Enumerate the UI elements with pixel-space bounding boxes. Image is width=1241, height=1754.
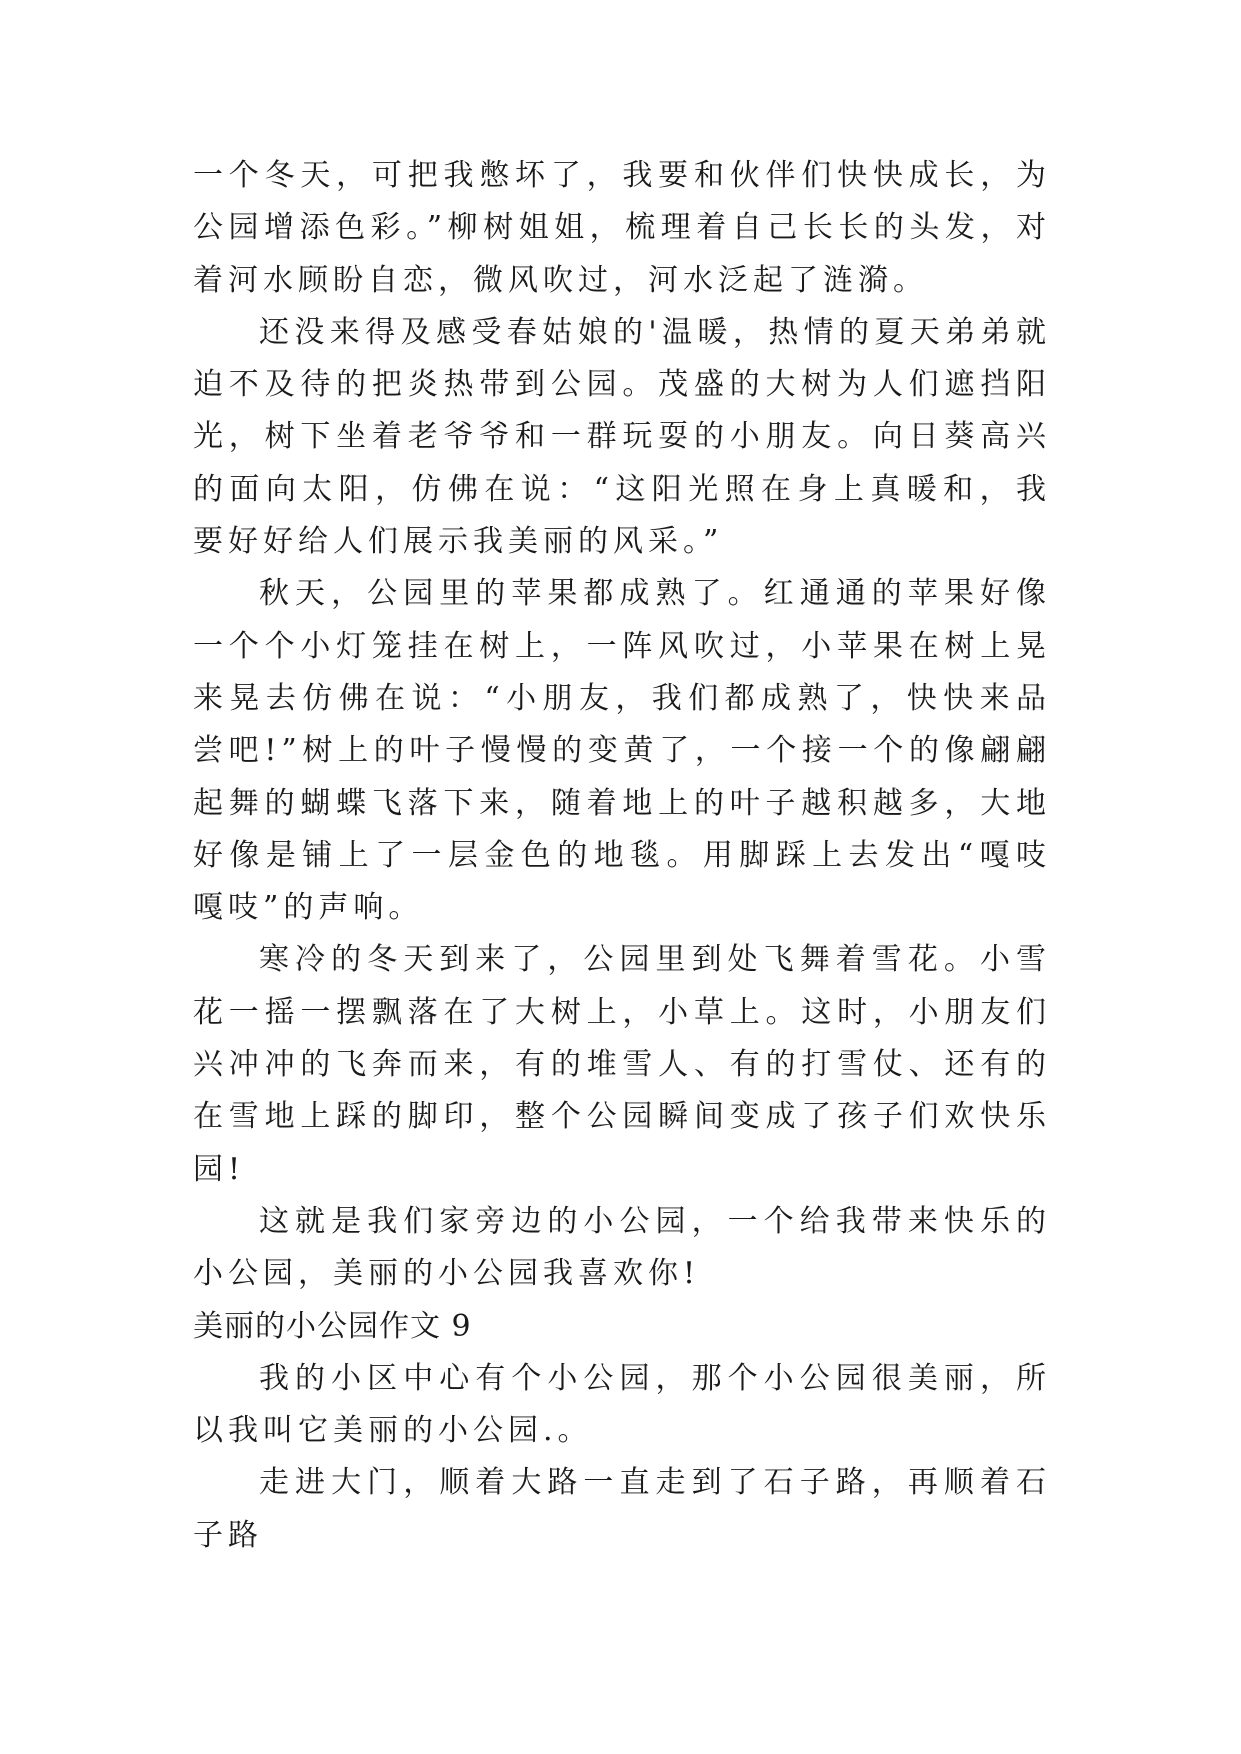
paragraph-autumn: 秋天，公园里的苹果都成熟了。红通通的苹果好像一个个小灯笼挂在树上，一阵风吹过，小苹果在树上晃来晃去仿佛在说：“小朋友，我们都成熟了，快快来品尝吧!”树上的叶子慢慢的变黄了，一个接一个的像翩翩起舞的蝴蝶飞落下来，随着地上的叶子越积越多，大地好像是铺上了一层金色的地毯。用脚踩上去发出“嘎吱嘎吱”的声响。 xyxy=(193,576,1051,926)
paragraph-intro: 我的小区中心有个小公园，那个小公园很美丽，所以我叫它美丽的小公园.。 xyxy=(193,1360,1051,1449)
document-body xyxy=(193,150,1051,1562)
paragraph-summer: 还没来得及感受春姑娘的'温暖，热情的夏天弟弟就迫不及待的把炎热带到公园。茂盛的大树为人们遮挡阳光，树下坐着老爷爷和一群玩耍的小朋友。向日葵高兴的面向太阳，仿佛在说：“这阳光照在身上真暖和，我要好好给人们展示我美丽的风采。” xyxy=(193,314,1051,560)
paragraph-winter-willow: 一个冬天，可把我憋坏了，我要和伙伴们快快成长，为公园增添色彩。”柳树姐姐，梳理着自己长长的头发，对着河水顾盼自恋，微风吹过，河水泛起了涟漪。 xyxy=(193,158,1051,298)
section-heading: 美丽的小公园作文 9 xyxy=(193,1308,472,1344)
paragraph-winter-snow: 寒冷的冬天到来了，公园里到处飞舞着雪花。小雪花一摇一摆飘落在了大树上，小草上。这时，小朋友们兴冲冲的飞奔而来，有的堆雪人、有的打雪仗、还有的在雪地上踩的脚印，整个公园瞬间变成了孩子们欢快乐园! xyxy=(193,942,1051,1187)
paragraph-conclusion: 这就是我们家旁边的小公园，一个给我带来快乐的小公园，美丽的小公园我喜欢你! xyxy=(193,1203,1051,1292)
paragraph-entrance: 走进大门，顺着大路一直走到了石子路，再顺着石子路 xyxy=(193,1465,1051,1553)
